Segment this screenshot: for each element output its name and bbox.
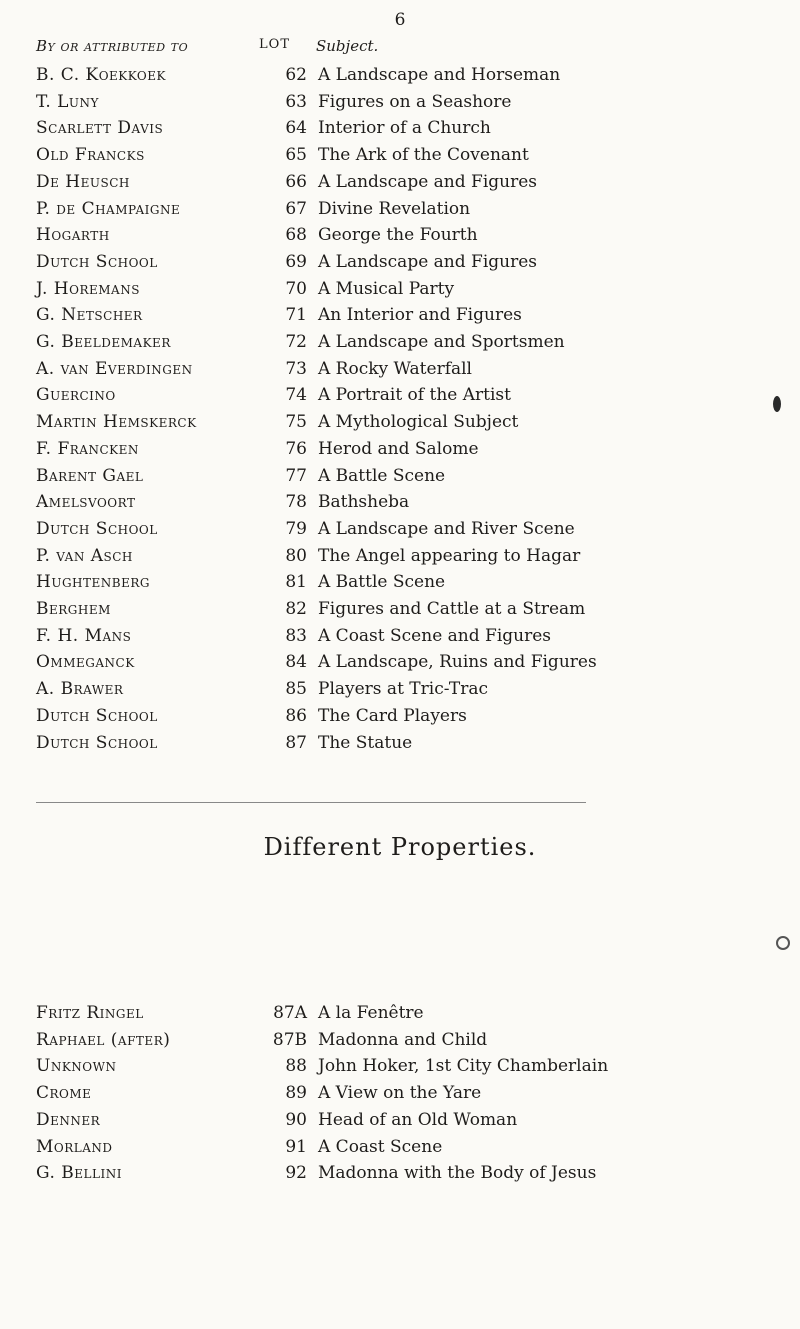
lot-number: 80 <box>285 545 307 566</box>
lot-number: 71 <box>285 305 307 326</box>
lot-number: 79 <box>285 518 307 539</box>
lot-subject: Interior of a Church <box>318 118 491 139</box>
artist-name: Dutch School <box>36 251 158 272</box>
lot-row <box>0 1053 800 1080</box>
lot-subject: A Mythological Subject <box>318 412 519 433</box>
lot-number: 76 <box>285 438 307 459</box>
divider <box>36 802 586 803</box>
lot-subject: The Statue <box>318 732 413 753</box>
artist-name: Fritz Ringel <box>36 1003 144 1023</box>
header-lot: LOT <box>259 37 290 52</box>
lot-number: 74 <box>285 385 307 406</box>
lot-row <box>0 169 800 196</box>
lot-subject: Madonna and Child <box>318 1029 488 1050</box>
header-artist: By or attributed to <box>36 37 189 55</box>
lot-row <box>0 302 800 329</box>
lot-subject: A Landscape and River Scene <box>318 518 575 539</box>
lot-row <box>0 276 800 303</box>
lot-row <box>0 382 800 409</box>
lot-number: 68 <box>285 225 307 246</box>
artist-name: G. Netscher <box>36 305 143 326</box>
lot-number: 82 <box>285 599 307 619</box>
lot-number: 67 <box>285 198 307 219</box>
lot-subject: A Battle Scene <box>318 572 446 593</box>
lot-subject: John Hoker, 1st City Chamberlain <box>318 1056 609 1077</box>
lot-row <box>0 543 800 570</box>
lot-row <box>0 569 800 596</box>
page-number: 6 <box>394 10 406 30</box>
lot-number: 84 <box>285 652 307 673</box>
lot-row <box>0 62 800 89</box>
artist-name: Berghem <box>36 599 111 619</box>
artist-name: B. C. Koekkoek <box>36 65 166 85</box>
lot-number: 91 <box>285 1136 307 1157</box>
lot-number: 85 <box>285 679 307 700</box>
lot-number: 64 <box>285 118 307 139</box>
lot-row <box>0 89 800 116</box>
margin-mark <box>773 396 781 412</box>
margin-mark <box>776 936 790 950</box>
lot-subject: A Musical Party <box>318 278 455 299</box>
lot-row <box>0 676 800 703</box>
lot-subject: Players at Tric-Trac <box>318 679 488 700</box>
lot-number: 69 <box>285 251 307 272</box>
lot-row <box>0 623 800 650</box>
lot-row <box>0 703 800 730</box>
lot-subject: A la Fenêtre <box>318 1003 424 1023</box>
lot-row <box>0 1027 800 1054</box>
lot-subject: The Card Players <box>318 705 467 726</box>
lot-subject: A Coast Scene and Figures <box>318 625 552 646</box>
lot-row <box>0 329 800 356</box>
lot-number: 89 <box>285 1083 307 1104</box>
lot-subject: Head of an Old Woman <box>318 1109 518 1130</box>
lot-row <box>0 436 800 463</box>
lot-subject: A View on the Yare <box>318 1083 482 1104</box>
artist-name: Unknown <box>36 1056 117 1077</box>
artist-name: Morland <box>36 1136 113 1157</box>
lot-subject: An Interior and Figures <box>318 305 522 326</box>
artist-name: Barent Gael <box>36 465 144 486</box>
lot-number: 77 <box>285 465 307 486</box>
lot-row <box>0 516 800 543</box>
artist-name: Raphael (after) <box>36 1029 171 1050</box>
lot-number: 87A <box>273 1003 307 1023</box>
artist-name: Denner <box>36 1109 101 1130</box>
lot-number: 81 <box>285 572 307 593</box>
lot-number: 88 <box>285 1056 307 1077</box>
lot-number: 78 <box>285 492 307 513</box>
artist-name: F. Francken <box>36 438 139 459</box>
lot-number: 72 <box>285 332 307 352</box>
lot-row <box>0 356 800 383</box>
lot-row <box>0 115 800 142</box>
artist-name: G. Bellini <box>36 1163 122 1184</box>
lot-subject: A Landscape and Figures <box>318 251 538 272</box>
lot-subject: The Angel appearing to Hagar <box>318 545 581 566</box>
lot-subject: A Landscape and Horseman <box>318 65 561 85</box>
lot-number: 87 <box>285 732 307 753</box>
lot-row <box>0 1107 800 1134</box>
lot-subject: The Ark of the Covenant <box>318 145 529 166</box>
lot-subject: Madonna with the Body of Jesus <box>318 1163 597 1184</box>
lot-subject: Figures on a Seashore <box>318 91 512 112</box>
lot-subject: A Landscape and Figures <box>318 171 538 192</box>
artist-name: Dutch School <box>36 518 158 539</box>
lot-row <box>0 409 800 436</box>
lot-number: 90 <box>285 1109 307 1130</box>
lot-row <box>0 489 800 516</box>
artist-name: Scarlett Davis <box>36 118 164 139</box>
lot-number: 75 <box>285 412 307 433</box>
artist-name: Guercino <box>36 385 116 406</box>
lot-subject: George the Fourth <box>318 225 478 246</box>
lot-number: 92 <box>285 1163 307 1184</box>
artist-name: A. van Everdingen <box>36 358 193 379</box>
lot-row <box>0 463 800 490</box>
lot-row <box>0 142 800 169</box>
artist-name: A. Brawer <box>36 679 124 700</box>
lot-number: 70 <box>285 278 307 299</box>
artist-name: G. Beeldemaker <box>36 332 171 352</box>
lot-subject: A Coast Scene <box>318 1136 443 1157</box>
lot-number: 62 <box>285 65 307 85</box>
artist-name: Martin Hemskerck <box>36 412 197 433</box>
lot-row <box>0 730 800 757</box>
header-subject: Subject. <box>316 37 379 55</box>
lot-subject: A Landscape, Ruins and Figures <box>318 652 597 673</box>
lot-row <box>0 1080 800 1107</box>
lot-number: 65 <box>285 145 307 166</box>
lot-subject: Herod and Salome <box>318 438 479 459</box>
artist-name: Hogarth <box>36 225 110 246</box>
lot-subject: A Rocky Waterfall <box>318 358 472 379</box>
artist-name: J. Horemans <box>36 278 140 299</box>
artist-name: Old Francks <box>36 145 145 166</box>
lot-row <box>0 649 800 676</box>
lot-number: 86 <box>285 705 307 726</box>
section-title: Different Properties. <box>263 833 537 861</box>
lot-row <box>0 222 800 249</box>
lot-subject: Bathsheba <box>318 492 410 513</box>
lot-row <box>0 596 800 623</box>
lot-subject: A Portrait of the Artist <box>318 385 511 406</box>
artist-name: P. van Asch <box>36 545 133 566</box>
lot-subject: Divine Revelation <box>318 198 471 219</box>
lot-row <box>0 1160 800 1187</box>
lot-row <box>0 196 800 223</box>
lot-subject: Figures and Cattle at a Stream <box>318 599 586 619</box>
artist-name: F. H. Mans <box>36 625 132 646</box>
lot-subject: A Battle Scene <box>318 465 446 486</box>
lot-number: 87B <box>272 1029 307 1050</box>
artist-name: T. Luny <box>36 91 99 112</box>
artist-name: Amelsvoort <box>36 492 136 513</box>
lot-number: 63 <box>285 91 307 112</box>
artist-name: Crome <box>36 1083 92 1104</box>
artist-name: Ommeganck <box>36 652 135 673</box>
artist-name: P. de Champaigne <box>36 198 181 219</box>
lot-number: 73 <box>285 358 307 379</box>
artist-name: Hughtenberg <box>36 572 150 593</box>
lot-number: 66 <box>285 171 307 192</box>
lot-row <box>0 249 800 276</box>
artist-name: Dutch School <box>36 705 158 726</box>
lot-row <box>0 1134 800 1161</box>
artist-name: De Heusch <box>36 171 130 192</box>
lot-number: 83 <box>285 625 307 646</box>
lot-row <box>0 1000 800 1027</box>
lot-subject: A Landscape and Sportsmen <box>318 332 565 352</box>
artist-name: Dutch School <box>36 732 158 753</box>
